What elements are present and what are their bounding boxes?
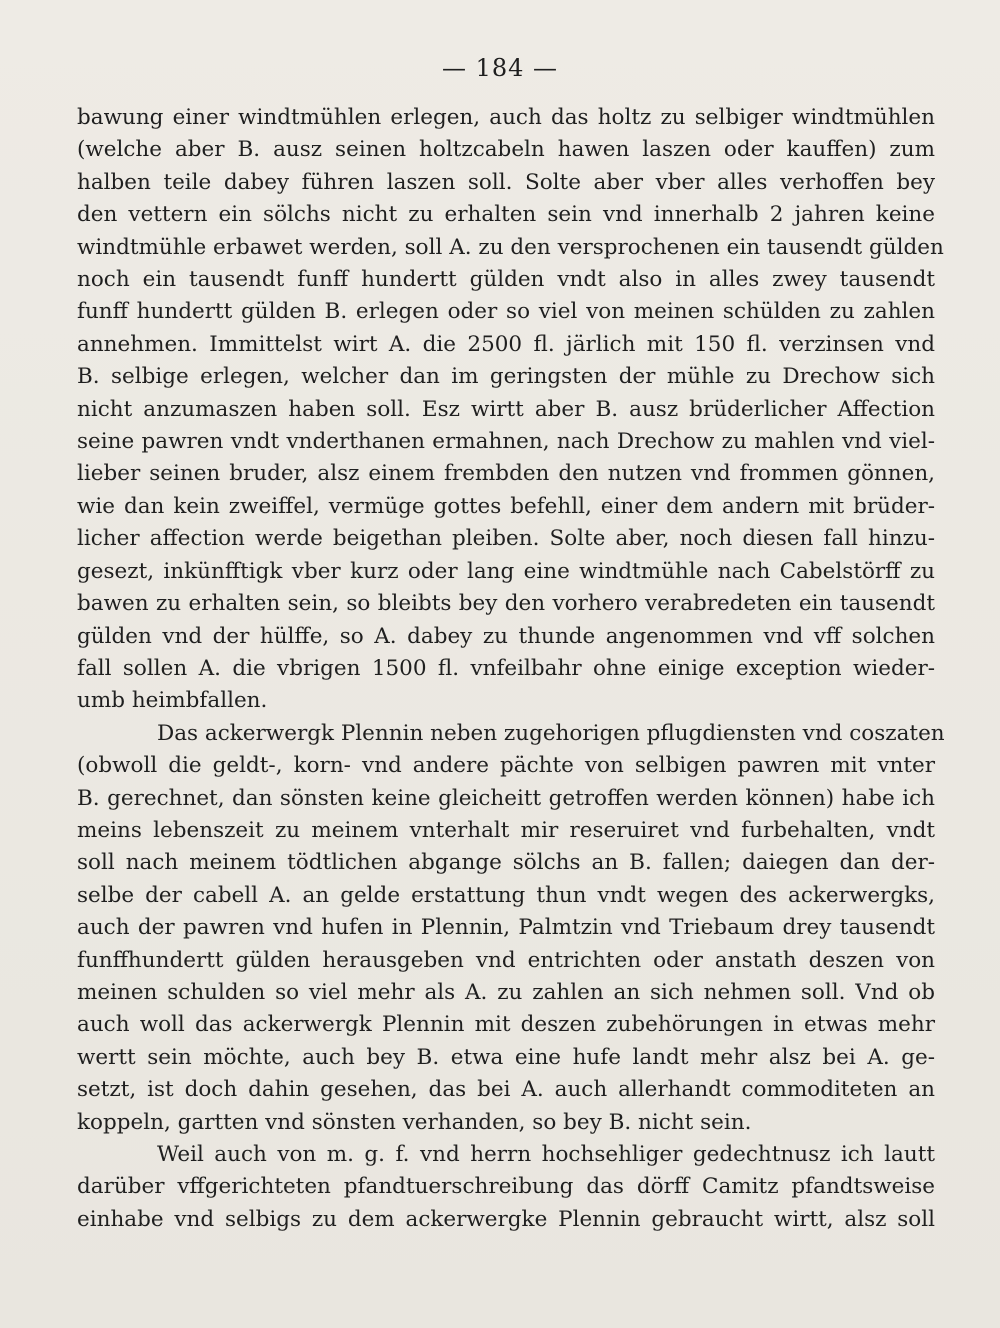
text-line: funffhundertt gülden herausgeben vnd entrichten oder anstath deszen von bbox=[77, 947, 935, 973]
text-line: fall sollen A. die vbrigen 1500 fl. vnfeilbahr ohne einige exception wieder- bbox=[77, 655, 935, 681]
text-line: lieber seinen bruder, alsz einem frembden den nutzen vnd frommen gönnen, bbox=[77, 461, 935, 487]
text-line: windtmühle erbawet werden, soll A. zu den versprochenen ein tausendt gülden bbox=[77, 234, 944, 260]
paragraph-end-line: koppeln, gartten vnd sönsten verhanden, so bey B. nicht sein. bbox=[77, 1109, 752, 1135]
text-line: darüber vffgerichteten pfandtuerschreibung das dörff Camitz pfandtsweise bbox=[77, 1174, 935, 1200]
text-line: selbe der cabell A. an gelde erstattung thun vndt wegen des ackerwergks, bbox=[77, 882, 935, 908]
text-line: setzt, ist doch dahin gesehen, das bei A. auch allerhandt commoditeten an bbox=[77, 1077, 935, 1103]
paragraph-end-line: umb heimbfallen. bbox=[77, 688, 268, 714]
text-line: gesezt, inkünfftigk vber kurz oder lang eine windtmühle nach Cabelstörff zu bbox=[77, 558, 935, 584]
text-line: auch woll das ackerwergk Plennin mit deszen zubehörungen in etwas mehr bbox=[77, 1012, 935, 1038]
body-text bbox=[77, 102, 945, 1236]
text-line: seine pawren vndt vnderthanen ermahnen, nach Drechow zu mahlen vnd viel- bbox=[77, 429, 935, 455]
text-line: B. selbige erlegen, welcher dan im geringsten der mühle zu Drechow sich bbox=[77, 364, 935, 390]
text-line: nicht anzumaszen haben soll. Esz wirtt aber B. ausz brüderlicher Affection bbox=[77, 396, 935, 422]
text-line: noch ein tausendt funff hundertt gülden vndt also in alles zwey tausendt bbox=[77, 267, 935, 293]
text-line: halben teile dabey führen laszen soll. Solte aber vber alles verhoffen bey bbox=[77, 169, 935, 195]
text-line: den vettern ein sölchs nicht zu erhalten sein vnd innerhalb 2 jahren keine bbox=[77, 202, 935, 228]
text-line: meinen schulden so viel mehr als A. zu zahlen an sich nehmen soll. Vnd ob bbox=[77, 979, 935, 1005]
text-line: bawen zu erhalten sein, so bleibts bey den vorhero verabredeten ein tausendt bbox=[77, 591, 935, 617]
text-line: auch der pawren vnd hufen in Plennin, Palmtzin vnd Triebaum drey tausendt bbox=[77, 915, 935, 941]
text-line: licher affection werde beigethan pleiben. Solte aber, noch diesen fall hinzu- bbox=[77, 526, 935, 552]
page-number: — 184 — bbox=[441, 54, 559, 82]
text-line: funff hundertt gülden B. erlegen oder so viel von meinen schülden zu zahlen bbox=[77, 299, 935, 325]
text-line: einhabe vnd selbigs zu dem ackerwergke Plennin gebraucht wirtt, alsz soll bbox=[77, 1206, 935, 1232]
text-line: B. gerechnet, dan sönsten keine gleicheitt getroffen werden können) habe ich bbox=[77, 785, 935, 811]
paragraph-start-line: Weil auch von m. g. f. vnd herrn hochsehliger gedechtnusz ich lautt bbox=[157, 1142, 935, 1167]
text-line: bawung einer windtmühlen erlegen, auch das holtz zu selbiger windtmühlen bbox=[77, 105, 935, 130]
text-line: annehmen. Immittelst wirt A. die 2500 fl. järlich mit 150 fl. verzinsen vnd bbox=[77, 331, 935, 357]
text-line: wie dan kein zweiffel, vermüge gottes befehll, einer dem andern mit brüder- bbox=[77, 493, 935, 519]
paragraph-start-line: Das ackerwergk Plennin neben zugehorigen pflugdiensten vnd coszaten bbox=[157, 720, 945, 746]
text-line: (obwoll die geldt-, korn- vnd andere pächte von selbigen pawren mit vnter bbox=[77, 753, 935, 779]
text-line: (welche aber B. ausz seinen holtzcabeln hawen laszen oder kauffen) zum bbox=[77, 137, 935, 163]
text-line: wertt sein möchte, auch bey B. etwa eine hufe landt mehr alsz bei A. ge- bbox=[77, 1044, 935, 1070]
text-line: meins lebenszeit zu meinem vnterhalt mir reseruiret vnd furbehalten, vndt bbox=[77, 817, 935, 843]
text-line: soll nach meinem tödtlichen abgange sölchs an B. fallen; daiegen dan der- bbox=[77, 850, 935, 876]
text-line: gülden vnd der hülffe, so A. dabey zu thunde angenommen vnd vff solchen bbox=[77, 623, 935, 649]
